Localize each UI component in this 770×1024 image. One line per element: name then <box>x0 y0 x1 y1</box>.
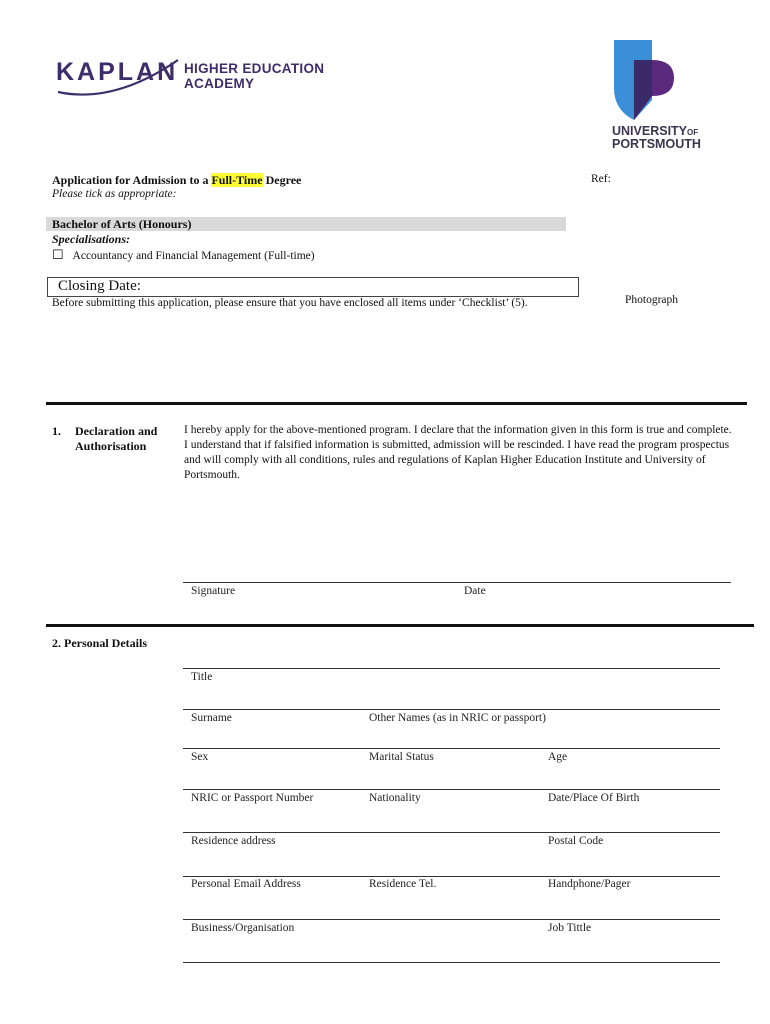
title-highlight: Full-Time <box>211 173 263 187</box>
handphone-field[interactable]: Handphone/Pager <box>548 878 631 890</box>
business-field[interactable]: Business/Organisation <box>191 922 295 934</box>
specialisation-option[interactable] <box>52 247 315 263</box>
title-field[interactable]: Title <box>191 671 213 683</box>
title-prefix: Application for Admission to a <box>52 173 209 187</box>
section1-number: 1. <box>52 424 61 438</box>
uop-shield-icon <box>612 40 676 120</box>
other-names-field[interactable]: Other Names (as in NRIC or passport) <box>369 712 546 724</box>
surname-field[interactable]: Surname <box>191 712 232 724</box>
section1-rule <box>46 402 747 405</box>
kaplan-wordmark: KAPLAN <box>56 58 179 86</box>
section1-title-2: Authorisation <box>75 439 147 453</box>
residence-tel-field[interactable]: Residence Tel. <box>369 878 437 890</box>
declaration-text: I hereby apply for the above-mentioned program. I declare that the information given in this form is true and complete. I understand that if falsified information is submitted, admission will be rescinded. I have read the program prospectus and will comply with all conditions, rules and regulations of Kaplan Higher Education Institute and University of Portsmouth. <box>184 424 732 481</box>
degree-title: Bachelor of Arts (Honours) <box>52 217 192 231</box>
row-line-7 <box>183 919 720 920</box>
uop-name-line1 <box>612 124 698 138</box>
section1-title-1: Declaration and <box>75 424 158 438</box>
uop-of: OF <box>687 128 699 137</box>
signature-label[interactable]: Signature <box>191 585 236 597</box>
kaplan-logo <box>54 52 354 102</box>
row-line-5 <box>183 832 720 833</box>
kaplan-subtitle-2: ACADEMY <box>184 76 255 91</box>
postal-code-field[interactable]: Postal Code <box>548 835 604 847</box>
specialisations-label: Specialisations: <box>52 232 131 246</box>
nric-field[interactable]: NRIC or Passport Number <box>191 792 314 804</box>
section2-title: 2. Personal Details <box>52 636 147 650</box>
uop-university: UNIVERSITY <box>612 124 688 138</box>
kaplan-subtitle-1: HIGHER EDUCATION <box>184 61 325 76</box>
row-line-6 <box>183 876 720 877</box>
signature-line <box>183 582 731 583</box>
nationality-field[interactable]: Nationality <box>369 792 421 804</box>
section2-rule <box>46 624 754 627</box>
closing-date-label: Closing Date: <box>58 278 141 294</box>
uop-logo <box>612 40 722 155</box>
photograph-label: Photograph <box>625 294 679 306</box>
residence-address-field[interactable]: Residence address <box>191 835 276 847</box>
row-line-2 <box>183 709 720 710</box>
job-title-field[interactable]: Job Tittle <box>548 922 592 934</box>
uop-name-line2: PORTSMOUTH <box>612 137 701 151</box>
checklist-note: Before submitting this application, please ensure that you have enclosed all items under ‘Checklist’ (5). <box>52 297 528 309</box>
row-line-3 <box>183 748 720 749</box>
email-field[interactable]: Personal Email Address <box>191 878 301 890</box>
age-field[interactable]: Age <box>548 751 568 763</box>
ref-label: Ref: <box>591 173 611 185</box>
option-label: Accountancy and Financial Management (Full-time) <box>72 250 315 262</box>
row-line-8 <box>183 962 720 963</box>
checkbox-icon[interactable]: ☐ <box>52 247 64 262</box>
row-line-4 <box>183 789 720 790</box>
date-label[interactable]: Date <box>464 585 486 597</box>
row-line-1 <box>183 668 720 669</box>
sex-field[interactable]: Sex <box>191 751 209 763</box>
tick-instruction: Please tick as appropriate: <box>52 188 177 200</box>
title-suffix: Degree <box>265 173 302 187</box>
application-title <box>52 173 301 188</box>
dob-field[interactable]: Date/Place Of Birth <box>548 792 640 804</box>
marital-status-field[interactable]: Marital Status <box>369 751 434 763</box>
